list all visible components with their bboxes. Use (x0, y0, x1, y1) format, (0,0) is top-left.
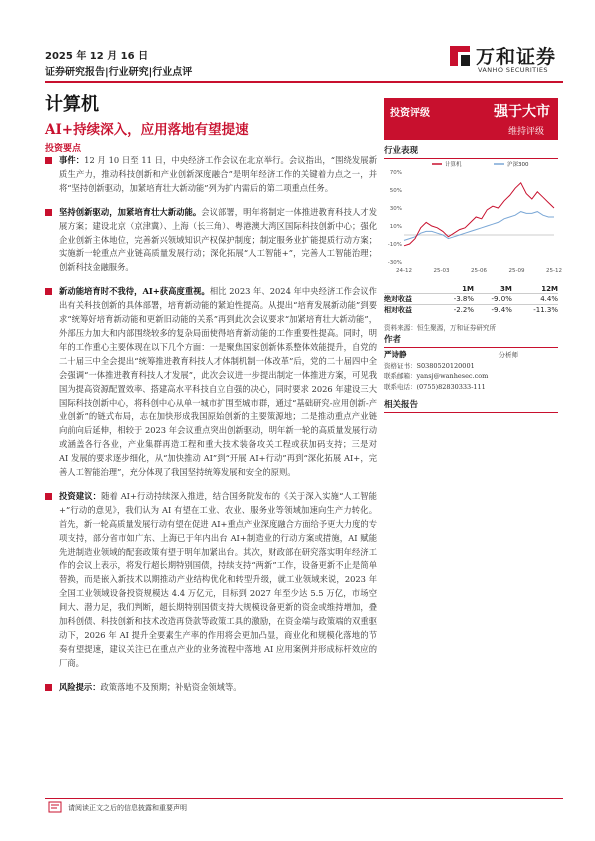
table-cell: -2.2% (436, 305, 474, 316)
author-email[interactable]: 联系邮箱：yansj@wanhesec.com (384, 372, 489, 380)
paragraph-text: 会议部署，明年将制定一体推进教育科技人才发展方案；建设北京（京津冀）、上海（长三角）、粤港澳大湾区国际科技创新中心；强化企业创新主体地位，完善新兴领域知识产权保护制度；制定服务业扩能提质行动方案；实施新一轮重点产业链高质量发展行动；深化拓展“人工智能+”，完善人工智能治理；创新科技金融服务。 (59, 206, 377, 273)
x-tick-label: 25-12 (546, 268, 562, 274)
performance-table (384, 284, 558, 315)
table-row (384, 294, 558, 305)
row-label: 相对收益 (384, 305, 436, 316)
section-divider (384, 347, 558, 348)
performance-chart (384, 158, 562, 276)
legend-label: 计算机 (445, 162, 462, 168)
header-divider (45, 81, 563, 83)
y-tick-label: 10% (389, 224, 402, 230)
y-tick-label: 70% (389, 170, 402, 176)
performance-section-header (384, 144, 558, 159)
paragraph-investment (45, 490, 377, 671)
legend (432, 160, 529, 168)
industry-title: 计算机 (45, 94, 99, 115)
bullet-icon (45, 157, 52, 164)
y-tick-label: 30% (389, 206, 402, 212)
author-info (384, 350, 558, 392)
related-heading: 相关报告 (384, 400, 419, 410)
table-cell: -9.4% (474, 305, 512, 316)
bullet-icon (45, 684, 52, 691)
paragraph-text: 相比 2023 年、2024 年中央经济工作会议作出有关科技创新的具体部署，培育新动能的紧迫性提高。从提出“培育发展新动能”到要求“统筹好培育新动能和更新旧动能的关系”再到此次会议要求“加紧培育壮大新动能”，外部压力加大和内部围绕较多的复杂局面使得培育新动能的工作重要性提高。同时，明年的工作重心主要体现在以下几个方面：一是聚焦国家创新体系整体效能提升，自党的二十届三中全会提出“统筹推进教育科技人才体制机制一体改革”后，党的二十届四中全会强调“一体推进教育科技人才发展”，此次会议进一步提出制定一体推进方案，可见我国为提高资源配置效率、搭建高水平科技自立自强的决心，同时要求 2026 年建设三大国际科技创新中心，将科创中心从单一城市扩围至城市群，通过“基础研究-应用创新-产业创新”的链式布局，志在加快形成我国原始创新的主要策源地；二是推动重点产业链向前向后延伸，相较于 2023 年会议重点突出创新驱动，明年新一轮的高质量发展行动或涵盖各行各业，产业集群再造工程和重大技术装备攻关工程或获加码支持；三是对 AI 发展的要求逐步细化，从“加快推动 AI”到“开展 AI+行动”再到“深化拓展 AI+，完善人工智能治理”，充分体现了我国坚持统筹发展和安全的原则。 (59, 286, 377, 478)
paragraph-text: 政策落地不及预期；补贴资金领域等。 (100, 681, 242, 692)
author-section-header (384, 333, 558, 348)
table-header-cell: 12M (541, 284, 558, 293)
key-points-heading: 投资要点 (45, 144, 82, 154)
series-line (404, 183, 554, 246)
paragraph-innovation (45, 206, 377, 276)
x-tick-label: 25-06 (471, 268, 487, 274)
paragraph-text: 随着 AI+行动持续深入推进，结合国务院发布的《关于深入实施“人工智能+”行动的意见》，我们认为 AI 有望在工业、农业、服务业等领域加速向生产力转化。首先，新一轮高质量发展行动有望在促进 AI+重点产业深度融合方面给予更大力度的专项支持，部分省市如广东、上海已于年内出台 AI+制造业的行动方案或措施，AI 赋能先进制造业领域的配套政策有望于明年加紧出台。其次，财政部在研究落实明年经济工作的会议上表示，将发行超长期特别国债，持续支持“两新”工作，设备更新不止是简单替换，而是嵌入新技术以期推动产业结构优化和转型升级，就工业领域来说，2023 年全国工业领域设备投资规模达 4.4 万亿元，目标到 2027 年至少达 5.5 万亿，市场空间大、潜力足，我们判断，超长期特别国债支持大规模设备更新的资金或维持增加，叠加科创债、科技创新和技术改造再贷款等政策工具的激励，在资金端与政策端的双重驱动下，2026 年 AI 提升全要素生产率的作用将会更加凸显，商业化和规模化落地的节奏有望提速，建议关注已在重点产业的业务流程中落地 AI 应用案例并形成标杆效应的厂商。 (59, 490, 377, 668)
brand-name-en: VANHO SECURITIES (478, 66, 548, 74)
table-header-cell: 3M (500, 284, 512, 293)
author-cert: 资格证书：S0380520120001 (384, 361, 475, 370)
paragraph-risk (45, 681, 377, 695)
brand-name-cn: 万和证券 (476, 46, 557, 68)
breadcrumb: 证券研究报告|行业研究|行业点评 (45, 67, 193, 78)
table-cell: 4.4% (512, 294, 558, 305)
notice-icon (48, 800, 62, 814)
brand-mark-icon (448, 44, 472, 68)
bullet-icon (45, 493, 52, 500)
rating-label: 投资评级 (390, 108, 430, 119)
table-header-row (384, 284, 558, 294)
y-tick-labels (388, 170, 554, 266)
y-tick-label: -10% (387, 242, 402, 248)
table-row (384, 305, 558, 316)
table-header-cell (384, 284, 436, 294)
rating-box (384, 98, 558, 140)
legend-label: 沪深300 (507, 162, 529, 168)
paragraph-event (45, 154, 377, 196)
series-lines (404, 183, 554, 246)
bullet-icon (45, 209, 52, 216)
data-source: 资料来源：恒生聚源，万和证券研究所 (384, 324, 497, 332)
series-line (404, 212, 554, 241)
section-divider (384, 412, 558, 413)
paragraph-lead: 事件： (59, 155, 85, 165)
author-name: 严诗静 (384, 350, 407, 359)
performance-heading: 行业表现 (384, 146, 419, 156)
y-tick-label: -30% (387, 260, 402, 266)
author-role: 分析师 (498, 351, 518, 359)
x-tick-labels (396, 268, 562, 274)
x-tick-label: 24-12 (396, 268, 412, 274)
row-label: 绝对收益 (384, 294, 436, 305)
author-heading: 作者 (384, 335, 402, 345)
x-tick-label: 25-09 (508, 268, 525, 274)
table-header-cell: 1M (462, 284, 474, 293)
report-date: 2025 年 12 月 16 日 (45, 51, 149, 62)
rating-value: 强于大市 (494, 104, 550, 120)
bullet-icon (45, 288, 52, 295)
table-cell: -3.8% (436, 294, 474, 305)
paragraph-text: 12 月 10 日至 11 日，中央经济工作会议在北京举行。会议指出，“围绕发展新质生产力，推动科技创新和产业创新深度融合”是明年经济工作的关键着力点之一，并将“坚持创新驱动，加紧培育壮大新动能”列为扩内需后的第二项重点任务。 (59, 155, 377, 193)
footer-divider (45, 798, 563, 799)
paragraph-lead: 风险提示： (59, 681, 101, 692)
main-content (45, 154, 377, 705)
x-tick-label: 25-03 (433, 268, 450, 274)
paragraph-lead: 坚持创新驱动，加紧培育壮大新动能。 (59, 206, 202, 217)
y-tick-label: 50% (389, 188, 402, 194)
table-cell: -9.0% (474, 294, 512, 305)
rating-sub: 维持评级 (507, 127, 544, 137)
table-cell: -11.3% (512, 305, 558, 316)
report-subtitle: AI+持续深入，应用落地有望提速 (45, 122, 249, 138)
author-phone: 联系电话：(0755)82830333-111 (384, 382, 486, 391)
brand-logo (448, 42, 568, 82)
paragraph-ai-plus (45, 285, 377, 480)
paragraph-lead: 投资建议： (59, 490, 102, 501)
disclaimer-text: 请阅读正文之后的信息披露和重要声明 (68, 804, 187, 812)
paragraph-lead: 新动能培育时不我待，AI+获高度重视。 (59, 286, 210, 297)
related-section-header (384, 398, 558, 413)
